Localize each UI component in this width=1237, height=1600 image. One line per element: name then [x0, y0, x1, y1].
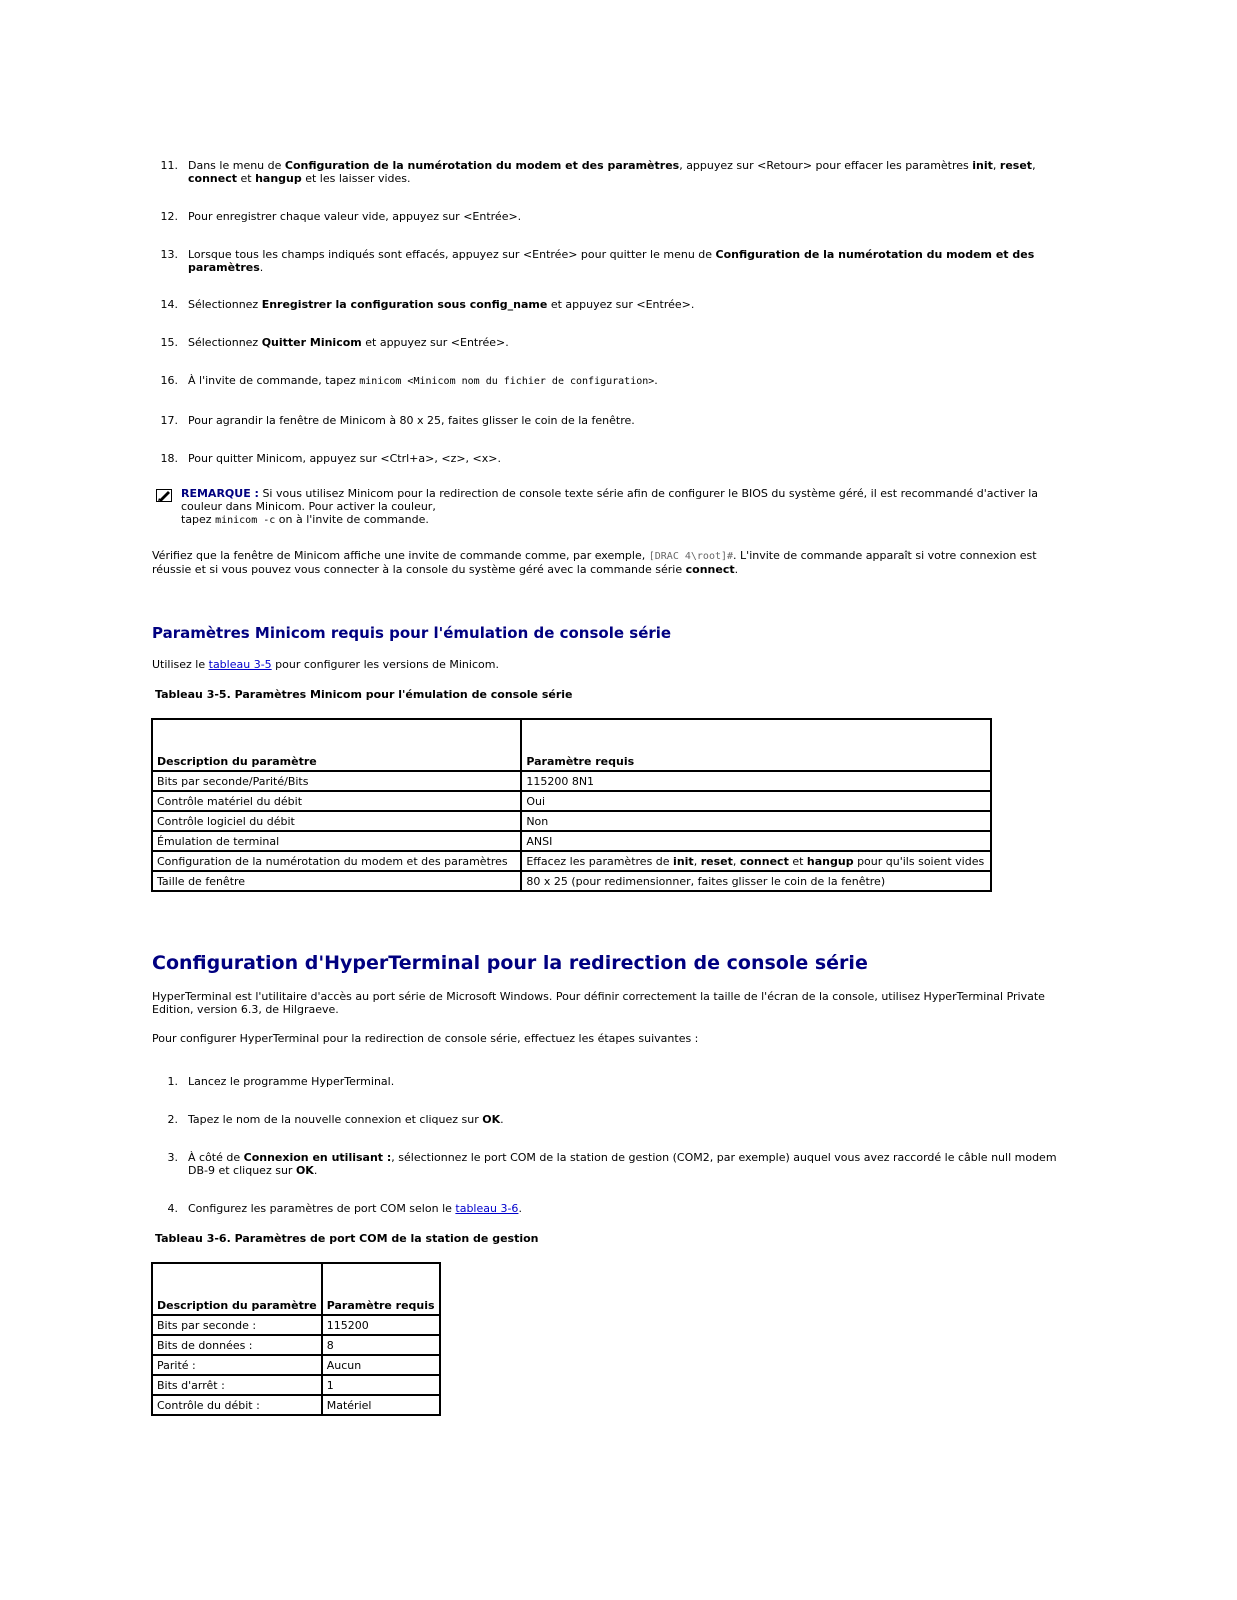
table-cell [521, 851, 991, 871]
bold-text: connect [188, 172, 237, 185]
table-row [152, 791, 991, 811]
text-run: Contrôle du débit : [157, 1398, 260, 1412]
step-text [188, 374, 1068, 388]
hyper-para-1: HyperTerminal est l'utilitaire d'accès au port série de Microsoft Windows. Pour définir correctement la taille de l'écran de la console, utilisez HyperTerminal Private Edition, version 6.3, de Hilgraeve. [152, 990, 1045, 1016]
text-run: Sélectionnez [188, 298, 262, 311]
table-3-5 [151, 718, 992, 892]
table-cell [152, 1335, 322, 1355]
step-text [188, 1202, 1068, 1215]
table-row [152, 851, 991, 871]
table-cell [152, 1355, 322, 1375]
tableau-3-5-link[interactable]: tableau 3-5 [208, 658, 272, 671]
step-number: 3. [167, 1151, 178, 1164]
table-header-cell: Paramètre requis [322, 1263, 440, 1315]
step-number: 17. [160, 414, 178, 427]
table-row [152, 1355, 440, 1375]
bold-text: hangup [806, 854, 854, 868]
step-text [188, 1151, 1068, 1177]
note-label: REMARQUE : [181, 487, 259, 500]
step-text [188, 1113, 1068, 1126]
text-run: Bits par seconde/Parité/Bits [157, 774, 309, 788]
note-text [181, 487, 1061, 527]
table-row [152, 1335, 440, 1355]
bold-text: init [673, 854, 694, 868]
text-run: et appuyez sur <Entrée>. [547, 298, 695, 311]
bold-text: hangup [255, 172, 302, 185]
table-3-6 [151, 1262, 441, 1416]
text-run: . [259, 261, 264, 274]
text-run: Configurez les paramètres de port COM selon le [188, 1202, 456, 1215]
step-text [188, 248, 1068, 274]
text-run: Bits par seconde : [157, 1318, 257, 1332]
text-run: Contrôle logiciel du débit [157, 814, 295, 828]
table-3-6-caption: Tableau 3-6. Paramètres de port COM de la station de gestion [155, 1232, 539, 1245]
bold-text: Connexion en utilisant : [243, 1151, 392, 1164]
text-run: Configuration de la numérotation du modem et des paramètres [157, 854, 508, 868]
text-run: pour qu'ils soient vides [853, 854, 985, 868]
table-cell [322, 1395, 440, 1415]
text-run: . [734, 563, 739, 576]
table-header-cell: Description du paramètre [152, 719, 521, 771]
table-cell [521, 791, 991, 811]
text-run: , [992, 159, 1000, 172]
table-row [152, 871, 991, 891]
step-number: 4. [167, 1202, 178, 1215]
text-run: 115200 8N1 [526, 774, 595, 788]
step-text [188, 210, 1068, 223]
table-header-row [152, 719, 991, 771]
text-run: , sélectionnez le port COM de la station de gestion (COM2, par exemple) auquel vous avez raccordé le câble null modem DB-9 et cliquez sur [188, 1151, 1057, 1177]
text-run: Lancez le programme HyperTerminal. [188, 1075, 395, 1088]
bold-text: reset [700, 854, 733, 868]
text-run: 8 [326, 1338, 334, 1352]
table-cell [152, 871, 521, 891]
table-row [152, 771, 991, 791]
step-text [188, 1075, 1068, 1088]
step-number: 2. [167, 1113, 178, 1126]
table-cell [322, 1335, 440, 1355]
text-run: . [518, 1202, 522, 1215]
text-run: et appuyez sur <Entrée>. [361, 336, 509, 349]
table-row [152, 1395, 440, 1415]
step-text [188, 298, 1068, 311]
text-run: Émulation de terminal [157, 834, 280, 848]
step-text [188, 452, 1068, 465]
text-run: 1 [326, 1378, 334, 1392]
table-cell [521, 831, 991, 851]
table-cell [521, 771, 991, 791]
text-run: . [500, 1113, 504, 1126]
step-text [188, 336, 1068, 349]
step-number: 15. [160, 336, 178, 349]
bold-text: connect [685, 563, 735, 576]
note-text-2: tapez [181, 513, 216, 526]
inline-link[interactable]: tableau 3-6 [455, 1202, 519, 1215]
text-run: Taille de fenêtre [157, 874, 246, 888]
text-run: À l'invite de commande, tapez [188, 374, 360, 387]
text-run: Pour enregistrer chaque valeur vide, appuyez sur <Entrée>. [188, 210, 522, 223]
table-header-cell: Description du paramètre [152, 1263, 322, 1315]
table-row [152, 811, 991, 831]
minicom-intro-pre: Utilisez le [152, 658, 209, 671]
table-cell [521, 811, 991, 831]
table-cell [322, 1315, 440, 1335]
table-cell [152, 1395, 322, 1415]
text-run: . [654, 374, 658, 387]
hyper-para-2: Pour configurer HyperTerminal pour la redirection de console série, effectuez les étapes suivantes : [152, 1032, 699, 1045]
table-cell [322, 1375, 440, 1395]
text-run: Bits de données : [157, 1338, 253, 1352]
step-number: 16. [160, 374, 178, 387]
text-run: Tapez le nom de la nouvelle connexion et cliquez sur [188, 1113, 483, 1126]
note-text-1: Si vous utilisez Minicom pour la redirection de console texte série afin de configurer le BIOS du système géré, il est recommandé d'activer la couleur dans Minicom. Pour activer la couleur, [181, 487, 1039, 513]
text-run: Contrôle matériel du débit [157, 794, 303, 808]
table-cell [521, 871, 991, 891]
table-header-row [152, 1263, 440, 1315]
text-run: Dans le menu de [188, 159, 285, 172]
bold-text: Configuration de la numérotation du modem et des paramètres [284, 159, 680, 172]
bold-text: OK [482, 1113, 501, 1126]
step-number: 13. [160, 248, 178, 261]
minicom-intro [152, 658, 1072, 671]
section-title-minicom: Paramètres Minicom requis pour l'émulation de console série [152, 624, 672, 642]
table-cell [152, 831, 521, 851]
bold-text: OK [295, 1164, 314, 1177]
text-run: et [236, 172, 256, 185]
text-run: Matériel [326, 1398, 372, 1412]
text-run: , [1032, 159, 1036, 172]
table-3-5-caption: Tableau 3-5. Paramètres Minicom pour l'émulation de console série [155, 688, 573, 701]
inline-code: minicom <Minicom nom du fichier de configuration> [359, 376, 655, 387]
minicom-intro-post: pour configurer les versions de Minicom. [271, 658, 499, 671]
table-cell [152, 1375, 322, 1395]
text-run: , appuyez sur <Retour> pour effacer les paramètres [679, 159, 973, 172]
bold-text: Configuration de la numérotation du modem et des paramètres [188, 248, 1035, 274]
table-header-cell: Paramètre requis [521, 719, 991, 771]
text-run: À côté de [188, 1151, 244, 1164]
step-number: 14. [160, 298, 178, 311]
step-number: 12. [160, 210, 178, 223]
bold-text: connect [739, 854, 789, 868]
text-run: Aucun [326, 1358, 362, 1372]
text-run: , [732, 854, 740, 868]
bold-text: init [972, 159, 993, 172]
text-run: Vérifiez que la fenêtre de Minicom affiche une invite de commande comme, par exemple, [152, 549, 649, 562]
inline-code: [DRAC 4\root]# [648, 551, 734, 562]
text-run: . [313, 1164, 318, 1177]
bold-text: reset [999, 159, 1033, 172]
text-run: et [788, 854, 807, 868]
table-row [152, 1315, 440, 1335]
table-cell [322, 1355, 440, 1375]
verify-paragraph [152, 549, 1072, 576]
table-cell [152, 811, 521, 831]
text-run: . L'invite de commande apparaît si votre connexion est réussie et si vous pouvez vous connecter à la console du système géré avec la commande série [152, 549, 1037, 576]
table-cell [152, 851, 521, 871]
note-code: minicom -c [215, 515, 276, 526]
text-run: Non [526, 814, 549, 828]
text-run: Effacez les paramètres de [526, 854, 674, 868]
text-run: Oui [526, 794, 546, 808]
section-title-hyperterminal: Configuration d'HyperTerminal pour la redirection de console série [152, 952, 868, 974]
step-number: 11. [160, 159, 178, 172]
table-row [152, 831, 991, 851]
text-run: 115200 [326, 1318, 369, 1332]
step-text [188, 414, 1068, 427]
text-run: , [693, 854, 701, 868]
text-run: Bits d'arrêt : [157, 1378, 225, 1392]
note-pencil-icon [156, 489, 172, 502]
table-row [152, 1375, 440, 1395]
text-run: Pour quitter Minicom, appuyez sur <Ctrl+a>, <z>, <x>. [188, 452, 501, 465]
bold-text: Enregistrer la configuration sous config_name [261, 298, 548, 311]
text-run: ANSI [526, 834, 553, 848]
table-cell [152, 1315, 322, 1335]
table-cell [152, 791, 521, 811]
step-text [188, 159, 1068, 185]
note-text-3: on à l'invite de commande. [275, 513, 429, 526]
step-number: 18. [160, 452, 178, 465]
text-run: Sélectionnez [188, 336, 262, 349]
text-run: Lorsque tous les champs indiqués sont effacés, appuyez sur <Entrée> pour quitter le menu de [188, 248, 716, 261]
text-run: 80 x 25 (pour redimensionner, faites glisser le coin de la fenêtre) [526, 874, 886, 888]
bold-text: Quitter Minicom [261, 336, 362, 349]
text-run: et les laisser vides. [301, 172, 411, 185]
text-run: Pour agrandir la fenêtre de Minicom à 80 x 25, faites glisser le coin de la fenêtre. [188, 414, 635, 427]
table-cell [152, 771, 521, 791]
step-number: 1. [167, 1075, 178, 1088]
text-run: Parité : [157, 1358, 196, 1372]
